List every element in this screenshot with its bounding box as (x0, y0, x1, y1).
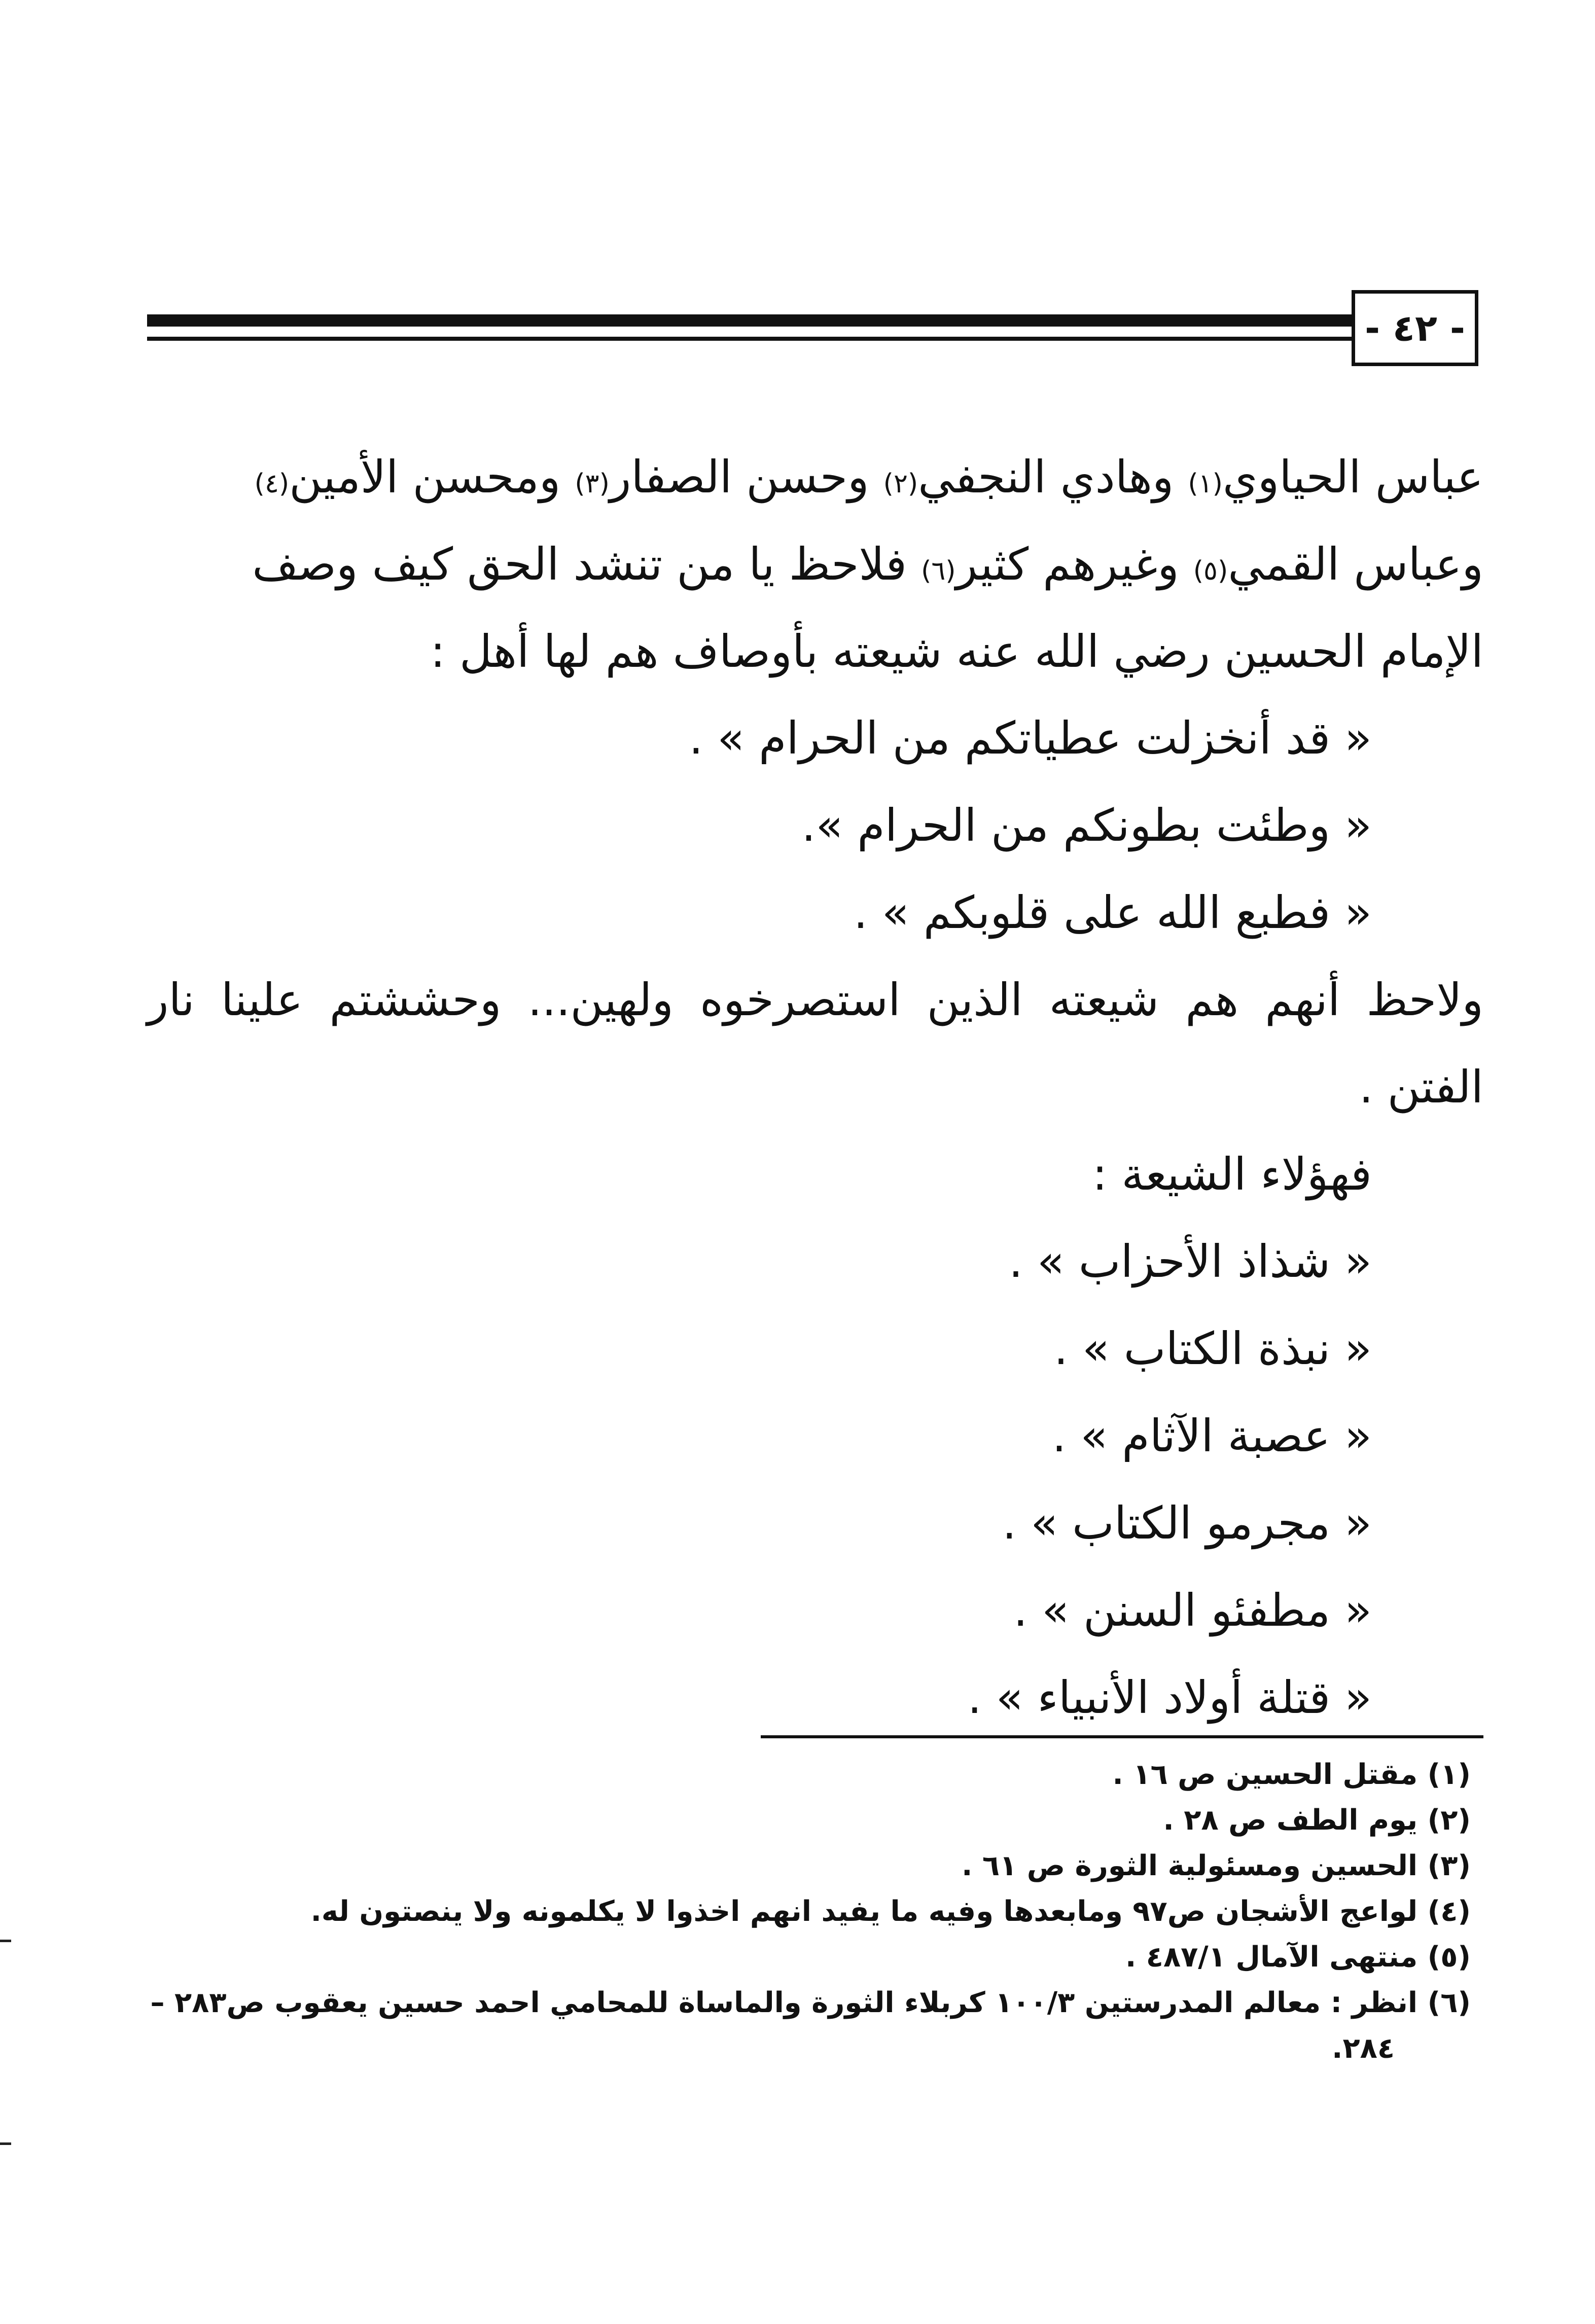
body-paragraph-2 (147, 956, 1483, 1131)
footnote-4: (٤) لواعج الأشجان ص٩٧ ومابعدها وفيه ما يفيد انهم اخذوا لا يكلمونه ولا ينصتون له. (310, 1895, 1471, 1928)
text-span: وحسن الصفار (609, 451, 883, 503)
quote-line: « نبذة الكتاب » . (1054, 1322, 1372, 1375)
text-span: وعباس القمي (1228, 538, 1483, 590)
scan-artifact (0, 1940, 11, 1942)
footnote-2: (٢) يوم الطف ص ٢٨ . (1163, 1804, 1471, 1837)
footnote-6-continuation: ٢٨٤. (1332, 2032, 1395, 2065)
header-rule-thin (147, 337, 1352, 341)
quote-line: « مطفئو السنن » . (1013, 1584, 1372, 1636)
quote-line: « قتلة أولاد الأنبياء » . (967, 1671, 1372, 1724)
footnote-3: (٣) الحسين ومسئولية الثورة ص ٦١ . (962, 1849, 1471, 1882)
footnote-6: (٦) انظر : معالم المدرستين ١٠٠/٣ كربلاء الثورة والماساة للمحامي احمد حسين يعقوب ص٢٨٣ – (150, 1986, 1471, 2019)
footnote-1: (١) مقتل الحسين ص ١٦ . (1112, 1758, 1471, 1791)
body-line-1 (147, 434, 1483, 521)
footnote-ref-5: (٥) (1193, 556, 1228, 586)
body-paragraph (147, 434, 1483, 695)
quote-line: « فطبع الله على قلوبكم » . (853, 886, 1372, 939)
scan-artifact (0, 2142, 11, 2145)
header-rule-thick (147, 314, 1352, 327)
quote-line: « شذاذ الأحزاب » . (1009, 1235, 1372, 1288)
quote-line: « مجرمو الكتاب » . (1002, 1497, 1372, 1549)
footnote-ref-6: (٦) (921, 556, 956, 586)
quote-line: « قد أنخزلت عطياتكم من الحرام » . (689, 712, 1372, 764)
footnote-5: (٥) منتهى الآمال ٤٨٧/١ . (1125, 1941, 1471, 1974)
text-span: عباس الحياوي (1222, 451, 1483, 503)
body-line-3: الإمام الحسين رضي الله عنه شيعته بأوصاف هم لها أهل : (430, 625, 1483, 677)
quote-line: « وطئت بطونكم من الحرام ». (801, 799, 1372, 851)
footnote-ref-2: (٢) (883, 469, 918, 499)
body-line: ولاحظ أنهم هم شيعته الذين استصرخوه ولهين... وحششتم علينا نار الفتن . (147, 974, 1483, 1113)
footnotes (150, 1752, 1471, 2071)
footnote-ref-4: (٤) (254, 469, 290, 499)
page-number: - ٤٢ - (1352, 290, 1478, 366)
quote-line: « عصبة الآثام » . (1052, 1410, 1372, 1462)
text-span: وهادي النجفي (918, 451, 1188, 503)
footnote-ref-1: (١) (1188, 469, 1223, 499)
footnote-ref-3: (٣) (575, 469, 610, 499)
body-line-2 (147, 521, 1483, 608)
text-span: وغيرهم كثير (955, 538, 1193, 590)
footnote-separator (761, 1735, 1483, 1738)
section-intro: فهؤلاء الشيعة : (1092, 1148, 1372, 1200)
text-span: ومحسن الأمين (289, 451, 575, 503)
text-span: فلاحظ يا من تنشد الحق كيف وصف (252, 538, 921, 590)
